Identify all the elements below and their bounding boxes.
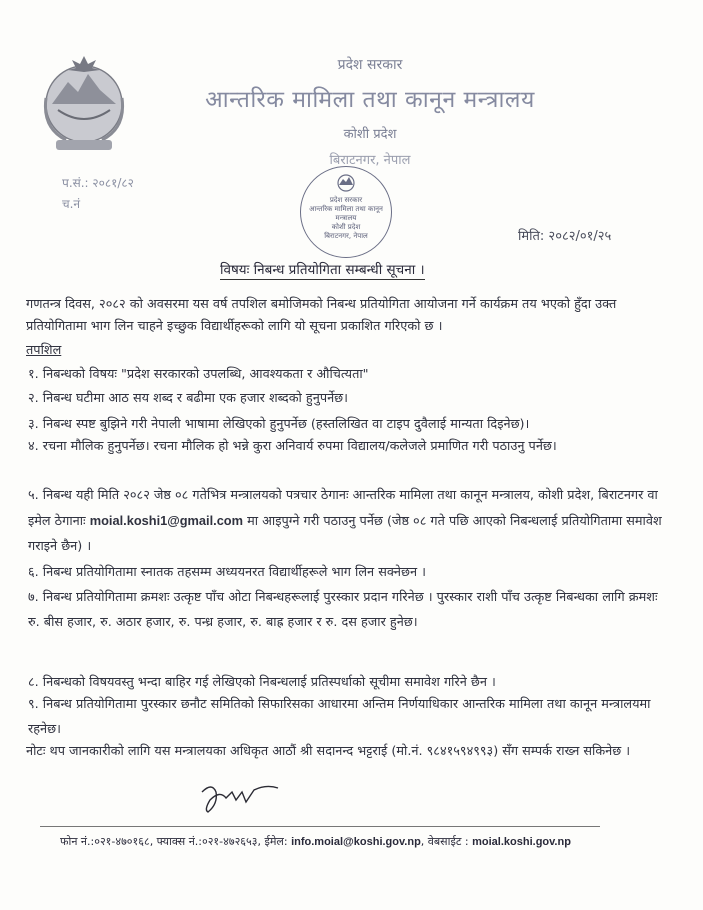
list-item: ४. रचना मौलिक हुनुपर्नेछ। रचना मौलिक हो भन्ने कुरा अनिवार्य रुपमा विद्यालय/कलेजले प्रमाणित गरी पठाउनु पर्नेछ। [28, 439, 557, 454]
ministry-heading: आन्तरिक मामिला तथा कानून मन्त्रालय [205, 87, 535, 113]
submission-email[interactable]: moial.koshi1@gmail.com [89, 513, 244, 528]
list-item: २. निबन्ध घटीमा आठ सय शब्द र बढीमा एक हजार शब्दको हुनुपर्नेछ। [28, 391, 349, 406]
city-heading: बिराटनगर, नेपाल [329, 153, 411, 168]
list-item: ३. निबन्ध स्पष्ट बुझिने गरी नेपाली भाषामा लेखिएको हुनुपर्नेछ (हस्तलिखित वा टाइप दुवैलाई मान्यता दिइनेछ)। [28, 417, 530, 432]
list-item-deadline [28, 483, 668, 559]
deadline-tail: मा आइपुग्ने गरी पठाउनु पर्नेछ (जेष्ठ ०८ गते पछि आएको निबन्धलाई प्रतियोगितामा समावेश गराइने छैन) । [28, 514, 662, 554]
footer-website[interactable]: moial.koshi.gov.np [472, 836, 571, 848]
footer-divider [40, 826, 600, 827]
note-paragraph: नोटः थप जानकारीको लागि यस मन्त्रालयका अधिकृत आठौं श्री सदानन्द भट्टराई (मो.नं. ९८४१५९४९९३) सँग सम्पर्क राख्न सकिनेछ । [26, 744, 631, 759]
issue-date: मिति: २०८२/०१/२५ [518, 229, 612, 244]
nepal-emblem [38, 48, 130, 156]
list-item: ६. निबन्ध प्रतियोगितामा स्नातक तहसम्म अध्ययनरत विद्यार्थीहरूले भाग लिन सक्नेछन । [28, 565, 426, 580]
list-item: ८. निबन्धको विषयवस्तु भन्दा बाहिर गई लेखिएको निबन्धलाई प्रतिस्पर्धाको सूचीमा समावेश गरिने छैन । [28, 675, 496, 690]
deadline-text: ५. निबन्ध यही मिति २०८२ जेष्ठ ०८ गतेभित्र मन्त्रालयको पत्रचार ठेगानः आन्तरिक मामिला तथा कानून मन्त्रालय, कोशी प्रदेश, बिराटनगर वा इमेल ठेगानाः [28, 488, 658, 529]
government-heading: प्रदेश सरकार [337, 57, 403, 73]
stamp-line-4: बिराटनगर, नेपाल [324, 232, 368, 240]
details-heading: तपशिल [26, 343, 62, 358]
footer-email[interactable]: info.moial@koshi.gov.np [291, 836, 421, 848]
list-item: ७. निबन्ध प्रतियोगितामा क्रमशः उत्कृष्ट पाँच ओटा निबन्धहरूलाई पुरस्कार प्रदान गरिनेछ । पुरस्कार राशी पाँच उत्कृष्ट निबन्धका लागि क्रमशः रु. बीस हजार, रु. अठार हजार, रु. पन्ध्र हजार, रु. बाह्र हजार र रु. दस हजार हुनेछ। [28, 590, 658, 630]
list-item: ९. निबन्ध प्रतियोगितामा पुरस्कार छनौट समितिको सिफारिसका आधारमा अन्तिम निर्णयाधिकार आन्तरिक मामिला तथा कानून मन्त्रालयमा रहनेछ। [28, 697, 651, 737]
footer-web-label: , वेबसाईट : [420, 835, 469, 848]
stamp-emblem-icon [333, 173, 359, 193]
signature [196, 780, 286, 820]
province-heading: कोशी प्रदेश [343, 127, 397, 142]
letter-number: प.सं.: २०८१/८२ [62, 176, 134, 190]
footer-contact-text: फोन नं.:०२१-४७०१६८, फ्याक्स नं.:०२१-४७२६५३, ईमेल: [60, 835, 288, 848]
list-item: १. निबन्धको विषयः "प्रदेश सरकारको उपलब्धि, आवश्यकता र औचित्यता" [28, 367, 369, 382]
official-stamp [300, 166, 392, 258]
stamp-line-3: कोशी प्रदेश [331, 223, 361, 231]
stamp-line-1: प्रदेश सरकार [329, 196, 363, 204]
dispatch-number: च.नं [62, 197, 81, 211]
subject-line: विषयः निबन्ध प्रतियोगिता सम्बन्धी सूचना । [220, 262, 425, 278]
stamp-line-2: आन्तरिक मामिला तथा कानून मन्त्रालय [309, 205, 383, 222]
intro-paragraph: गणतन्त्र दिवस, २०८२ को अवसरमा यस वर्ष तपशिल बमोजिमको निबन्ध प्रतियोगिता आयोजना गर्ने कार्यक्रम तय भएको हुँदा उक्त प्रतियोगितामा भाग लिन चाहने इच्छुक विद्यार्थीहरूको लागि यो सूचना प्रकाशित गरिएको छ । [26, 297, 617, 334]
footer-contact [60, 834, 571, 849]
